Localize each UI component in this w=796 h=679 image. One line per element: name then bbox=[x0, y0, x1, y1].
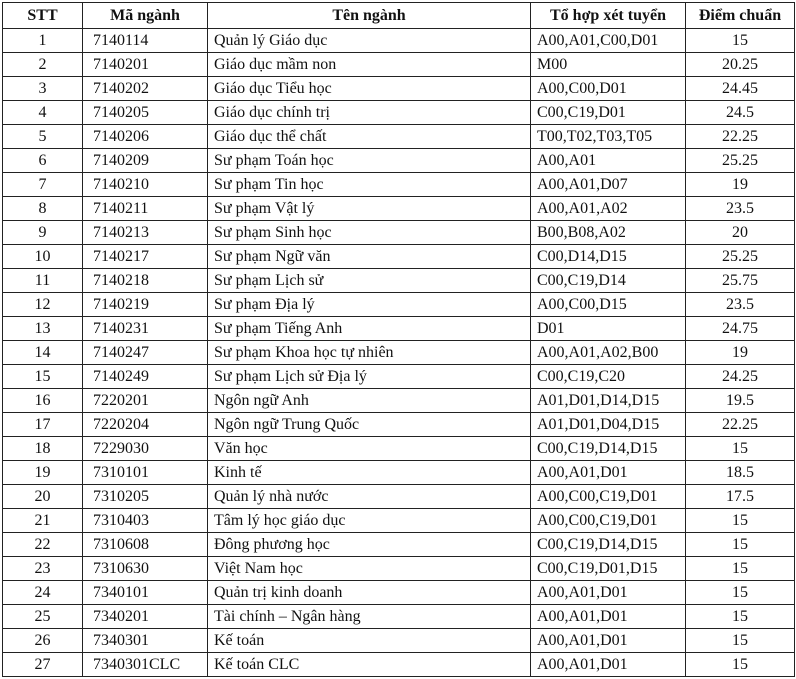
table-row bbox=[3, 173, 795, 197]
header-cutoff-score: Điểm chuẩn bbox=[686, 3, 795, 29]
table-row bbox=[3, 509, 795, 533]
cell-stt: 4 bbox=[3, 101, 83, 125]
cell-cutoff-score: 22.25 bbox=[686, 125, 795, 149]
cell-cutoff-score: 15 bbox=[686, 509, 795, 533]
admission-scores-table bbox=[2, 2, 795, 677]
table-row bbox=[3, 581, 795, 605]
cell-major-name: Sư phạm Lịch sử Địa lý bbox=[208, 365, 531, 389]
cell-subject-combination: A00,A01,D01 bbox=[531, 581, 686, 605]
cell-major-code: 7220204 bbox=[83, 413, 208, 437]
cell-stt: 3 bbox=[3, 77, 83, 101]
cell-major-name: Quản lý nhà nước bbox=[208, 485, 531, 509]
cell-major-code: 7140202 bbox=[83, 77, 208, 101]
table-row bbox=[3, 125, 795, 149]
table-row bbox=[3, 221, 795, 245]
cell-subject-combination: C00,C19,D01,D15 bbox=[531, 557, 686, 581]
table-row bbox=[3, 317, 795, 341]
cell-stt: 16 bbox=[3, 389, 83, 413]
cell-major-code: 7140209 bbox=[83, 149, 208, 173]
cell-stt: 11 bbox=[3, 269, 83, 293]
cell-major-name: Sư phạm Khoa học tự nhiên bbox=[208, 341, 531, 365]
cell-subject-combination: A00,A01,D07 bbox=[531, 173, 686, 197]
cell-stt: 23 bbox=[3, 557, 83, 581]
table-row bbox=[3, 197, 795, 221]
cell-subject-combination: A00,C00,D15 bbox=[531, 293, 686, 317]
cell-stt: 22 bbox=[3, 533, 83, 557]
cell-major-code: 7340201 bbox=[83, 605, 208, 629]
cell-stt: 21 bbox=[3, 509, 83, 533]
cell-major-name: Kinh tế bbox=[208, 461, 531, 485]
table-row bbox=[3, 629, 795, 653]
cell-major-code: 7310101 bbox=[83, 461, 208, 485]
cell-major-name: Quản lý Giáo dục bbox=[208, 29, 531, 53]
header-major-name: Tên ngành bbox=[208, 3, 531, 29]
cell-cutoff-score: 25.25 bbox=[686, 245, 795, 269]
cell-major-name: Giáo dục chính trị bbox=[208, 101, 531, 125]
cell-stt: 1 bbox=[3, 29, 83, 53]
table-row bbox=[3, 101, 795, 125]
cell-major-name: Đông phương học bbox=[208, 533, 531, 557]
cell-cutoff-score: 18.5 bbox=[686, 461, 795, 485]
cell-major-code: 7340301CLC bbox=[83, 653, 208, 677]
cell-major-name: Sư phạm Ngữ văn bbox=[208, 245, 531, 269]
table-row bbox=[3, 389, 795, 413]
cell-cutoff-score: 25.75 bbox=[686, 269, 795, 293]
cell-cutoff-score: 15 bbox=[686, 533, 795, 557]
table-row bbox=[3, 293, 795, 317]
cell-stt: 25 bbox=[3, 605, 83, 629]
cell-cutoff-score: 24.75 bbox=[686, 317, 795, 341]
cell-cutoff-score: 25.25 bbox=[686, 149, 795, 173]
cell-cutoff-score: 20.25 bbox=[686, 53, 795, 77]
cell-major-code: 7310630 bbox=[83, 557, 208, 581]
cell-subject-combination: C00,C19,D01 bbox=[531, 101, 686, 125]
table-body bbox=[3, 29, 795, 677]
header-major-code: Mã ngành bbox=[83, 3, 208, 29]
cell-cutoff-score: 19 bbox=[686, 341, 795, 365]
cell-subject-combination: C00,C19,D14,D15 bbox=[531, 437, 686, 461]
cell-major-name: Giáo dục thể chất bbox=[208, 125, 531, 149]
cell-major-code: 7140249 bbox=[83, 365, 208, 389]
table-row bbox=[3, 365, 795, 389]
cell-major-code: 7140206 bbox=[83, 125, 208, 149]
cell-cutoff-score: 15 bbox=[686, 29, 795, 53]
cell-cutoff-score: 23.5 bbox=[686, 293, 795, 317]
cell-cutoff-score: 15 bbox=[686, 653, 795, 677]
table-row bbox=[3, 245, 795, 269]
cell-subject-combination: A00,A01 bbox=[531, 149, 686, 173]
table-row bbox=[3, 557, 795, 581]
cell-subject-combination: D01 bbox=[531, 317, 686, 341]
header-subject-combination: Tổ hợp xét tuyển bbox=[531, 3, 686, 29]
table-row bbox=[3, 341, 795, 365]
cell-major-name: Việt Nam học bbox=[208, 557, 531, 581]
cell-cutoff-score: 24.5 bbox=[686, 101, 795, 125]
cell-subject-combination: T00,T02,T03,T05 bbox=[531, 125, 686, 149]
table-header-row bbox=[3, 3, 795, 29]
table-row bbox=[3, 149, 795, 173]
cell-stt: 20 bbox=[3, 485, 83, 509]
cell-cutoff-score: 15 bbox=[686, 605, 795, 629]
cell-subject-combination: A00,A01,C00,D01 bbox=[531, 29, 686, 53]
cell-cutoff-score: 15 bbox=[686, 629, 795, 653]
cell-major-name: Kế toán bbox=[208, 629, 531, 653]
cell-major-name: Sư phạm Địa lý bbox=[208, 293, 531, 317]
cell-subject-combination: C00,C19,C20 bbox=[531, 365, 686, 389]
header-stt: STT bbox=[3, 3, 83, 29]
cell-stt: 8 bbox=[3, 197, 83, 221]
cell-major-name: Văn học bbox=[208, 437, 531, 461]
cell-cutoff-score: 24.25 bbox=[686, 365, 795, 389]
cell-stt: 26 bbox=[3, 629, 83, 653]
table-row bbox=[3, 53, 795, 77]
cell-major-code: 7140231 bbox=[83, 317, 208, 341]
cell-major-code: 7310403 bbox=[83, 509, 208, 533]
cell-subject-combination: A00,C00,D01 bbox=[531, 77, 686, 101]
cell-major-code: 7220201 bbox=[83, 389, 208, 413]
cell-subject-combination: C00,C19,D14 bbox=[531, 269, 686, 293]
cell-subject-combination: A01,D01,D04,D15 bbox=[531, 413, 686, 437]
cell-subject-combination: B00,B08,A02 bbox=[531, 221, 686, 245]
cell-stt: 9 bbox=[3, 221, 83, 245]
cell-stt: 7 bbox=[3, 173, 83, 197]
cell-major-name: Giáo dục mầm non bbox=[208, 53, 531, 77]
table-row bbox=[3, 533, 795, 557]
cell-subject-combination: A00,C00,C19,D01 bbox=[531, 509, 686, 533]
table-row bbox=[3, 605, 795, 629]
cell-major-code: 7340101 bbox=[83, 581, 208, 605]
cell-cutoff-score: 15 bbox=[686, 437, 795, 461]
table-row bbox=[3, 485, 795, 509]
cell-cutoff-score: 20 bbox=[686, 221, 795, 245]
cell-stt: 5 bbox=[3, 125, 83, 149]
cell-major-name: Ngôn ngữ Trung Quốc bbox=[208, 413, 531, 437]
table-row bbox=[3, 461, 795, 485]
cell-cutoff-score: 15 bbox=[686, 557, 795, 581]
cell-stt: 6 bbox=[3, 149, 83, 173]
cell-major-name: Sư phạm Toán học bbox=[208, 149, 531, 173]
cell-cutoff-score: 17.5 bbox=[686, 485, 795, 509]
cell-subject-combination: A00,A01,A02 bbox=[531, 197, 686, 221]
cell-subject-combination: A00,A01,A02,B00 bbox=[531, 341, 686, 365]
cell-major-code: 7140218 bbox=[83, 269, 208, 293]
cell-major-name: Tâm lý học giáo dục bbox=[208, 509, 531, 533]
cell-major-name: Sư phạm Sinh học bbox=[208, 221, 531, 245]
cell-stt: 18 bbox=[3, 437, 83, 461]
cell-major-code: 7229030 bbox=[83, 437, 208, 461]
cell-major-code: 7310205 bbox=[83, 485, 208, 509]
cell-major-code: 7140247 bbox=[83, 341, 208, 365]
cell-major-name: Sư phạm Tin học bbox=[208, 173, 531, 197]
cell-stt: 19 bbox=[3, 461, 83, 485]
table-row bbox=[3, 269, 795, 293]
cell-major-code: 7140211 bbox=[83, 197, 208, 221]
cell-major-code: 7340301 bbox=[83, 629, 208, 653]
cell-major-code: 7140210 bbox=[83, 173, 208, 197]
cell-major-name: Quản trị kinh doanh bbox=[208, 581, 531, 605]
cell-subject-combination: C00,D14,D15 bbox=[531, 245, 686, 269]
table-row bbox=[3, 413, 795, 437]
table-row bbox=[3, 437, 795, 461]
cell-subject-combination: M00 bbox=[531, 53, 686, 77]
cell-cutoff-score: 22.25 bbox=[686, 413, 795, 437]
cell-subject-combination: A00,A01,D01 bbox=[531, 653, 686, 677]
cell-major-name: Kế toán CLC bbox=[208, 653, 531, 677]
cell-stt: 13 bbox=[3, 317, 83, 341]
cell-major-code: 7140205 bbox=[83, 101, 208, 125]
cell-major-code: 7140114 bbox=[83, 29, 208, 53]
cell-stt: 10 bbox=[3, 245, 83, 269]
cell-stt: 12 bbox=[3, 293, 83, 317]
cell-subject-combination: A00,A01,D01 bbox=[531, 629, 686, 653]
cell-major-name: Ngôn ngữ Anh bbox=[208, 389, 531, 413]
cell-major-name: Sư phạm Tiếng Anh bbox=[208, 317, 531, 341]
cell-subject-combination: A01,D01,D14,D15 bbox=[531, 389, 686, 413]
cell-cutoff-score: 24.45 bbox=[686, 77, 795, 101]
table-row bbox=[3, 653, 795, 677]
cell-stt: 14 bbox=[3, 341, 83, 365]
cell-major-code: 7310608 bbox=[83, 533, 208, 557]
cell-major-name: Sư phạm Vật lý bbox=[208, 197, 531, 221]
cell-subject-combination: A00,A01,D01 bbox=[531, 605, 686, 629]
cell-stt: 15 bbox=[3, 365, 83, 389]
cell-stt: 17 bbox=[3, 413, 83, 437]
cell-cutoff-score: 19.5 bbox=[686, 389, 795, 413]
cell-stt: 27 bbox=[3, 653, 83, 677]
cell-subject-combination: C00,C19,D14,D15 bbox=[531, 533, 686, 557]
cell-major-code: 7140213 bbox=[83, 221, 208, 245]
cell-major-code: 7140219 bbox=[83, 293, 208, 317]
cell-major-code: 7140217 bbox=[83, 245, 208, 269]
cell-major-name: Giáo dục Tiểu học bbox=[208, 77, 531, 101]
cell-stt: 2 bbox=[3, 53, 83, 77]
table-row bbox=[3, 29, 795, 53]
cell-subject-combination: A00,C00,C19,D01 bbox=[531, 485, 686, 509]
table-row bbox=[3, 77, 795, 101]
cell-subject-combination: A00,A01,D01 bbox=[531, 461, 686, 485]
cell-cutoff-score: 23.5 bbox=[686, 197, 795, 221]
cell-major-code: 7140201 bbox=[83, 53, 208, 77]
cell-cutoff-score: 19 bbox=[686, 173, 795, 197]
cell-stt: 24 bbox=[3, 581, 83, 605]
cell-major-name: Tài chính – Ngân hàng bbox=[208, 605, 531, 629]
cell-major-name: Sư phạm Lịch sử bbox=[208, 269, 531, 293]
cell-cutoff-score: 15 bbox=[686, 581, 795, 605]
